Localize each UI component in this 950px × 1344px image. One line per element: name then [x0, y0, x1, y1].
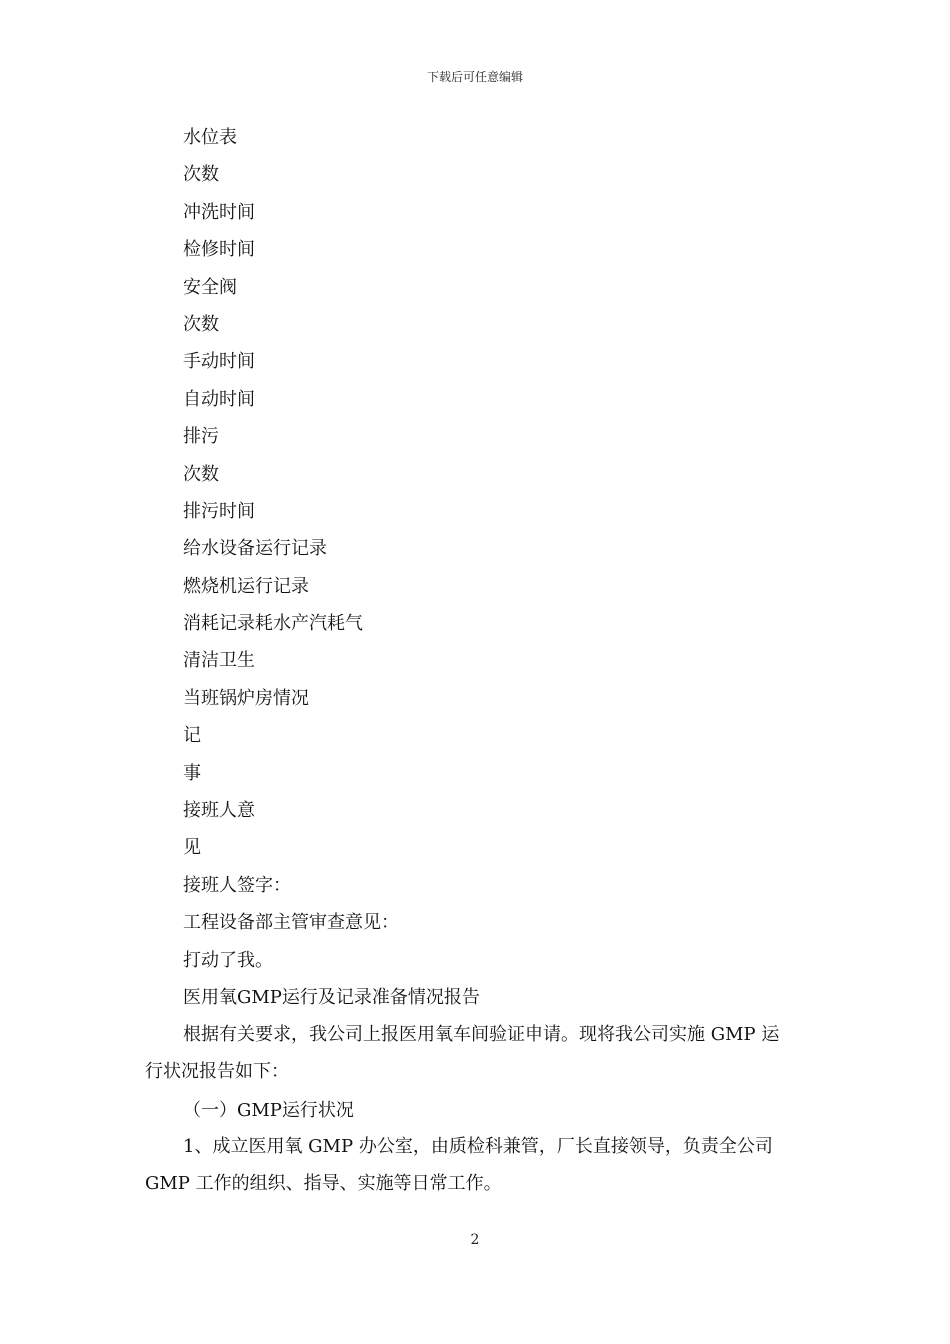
line-auto-time: 自动时间 [183, 388, 255, 410]
paragraph-application-line-2: 行状况报告如下： [145, 1061, 289, 1082]
paragraph-gmp-office [145, 1128, 810, 1202]
line-water-level-gauge: 水位表 [183, 127, 237, 148]
line-supervisor-review: 工程设备部主管审查意见： [183, 912, 399, 934]
line-blowdown: 排污 [183, 426, 219, 448]
line-opinion-jian: 见 [183, 837, 201, 859]
line-feedwater-record: 给水设备运行记录 [183, 538, 327, 560]
line-blowdown-time: 排污时间 [183, 500, 255, 522]
line-manual-time: 手动时间 [183, 351, 255, 373]
line-consumption-record: 消耗记录耗水产汽耗气 [183, 613, 363, 635]
section-heading [145, 1092, 810, 1129]
paragraph-application [145, 1016, 810, 1090]
line-count: 次数 [183, 164, 219, 186]
line-burner-record: 燃烧机运行记录 [183, 575, 309, 597]
page-number: 2 [470, 1232, 480, 1248]
line-repair-time: 检修时间 [183, 239, 255, 261]
line-count: 次数 [183, 463, 219, 485]
line-note-shi: 事 [183, 762, 201, 784]
line-report-title: 医用氧GMP运行及记录准备情况报告 [183, 986, 480, 1008]
line-safety-valve: 安全阀 [183, 276, 237, 298]
paragraph-gmp-office-line-2: GMP 工作的组织、指导、实施等日常工作。 [145, 1173, 502, 1194]
line-successor-signature: 接班人签字： [183, 874, 291, 896]
record-lines [183, 123, 823, 1020]
section-heading-text: （一）GMP运行状况 [183, 1100, 354, 1121]
line-successor-opinion: 接班人意 [183, 800, 255, 822]
line-boiler-room-status: 当班锅炉房情况 [183, 687, 309, 709]
line-flush-time: 冲洗时间 [183, 201, 255, 223]
line-touched-me: 打动了我。 [183, 949, 273, 971]
paragraph-application-line-1: 根据有关要求，我公司上报医用氧车间验证申请。现将我公司实施 GMP 运 [183, 1024, 780, 1045]
line-note-ji: 记 [183, 725, 201, 747]
paragraph-gmp-office-line-1: 1、成立医用氧 GMP 办公室，由质检科兼管，厂长直接领导，负责全公司 [183, 1136, 773, 1157]
page-header-note: 下载后可任意编辑 [426, 70, 523, 84]
line-cleaning: 清洁卫生 [183, 650, 255, 672]
line-count: 次数 [183, 313, 219, 335]
